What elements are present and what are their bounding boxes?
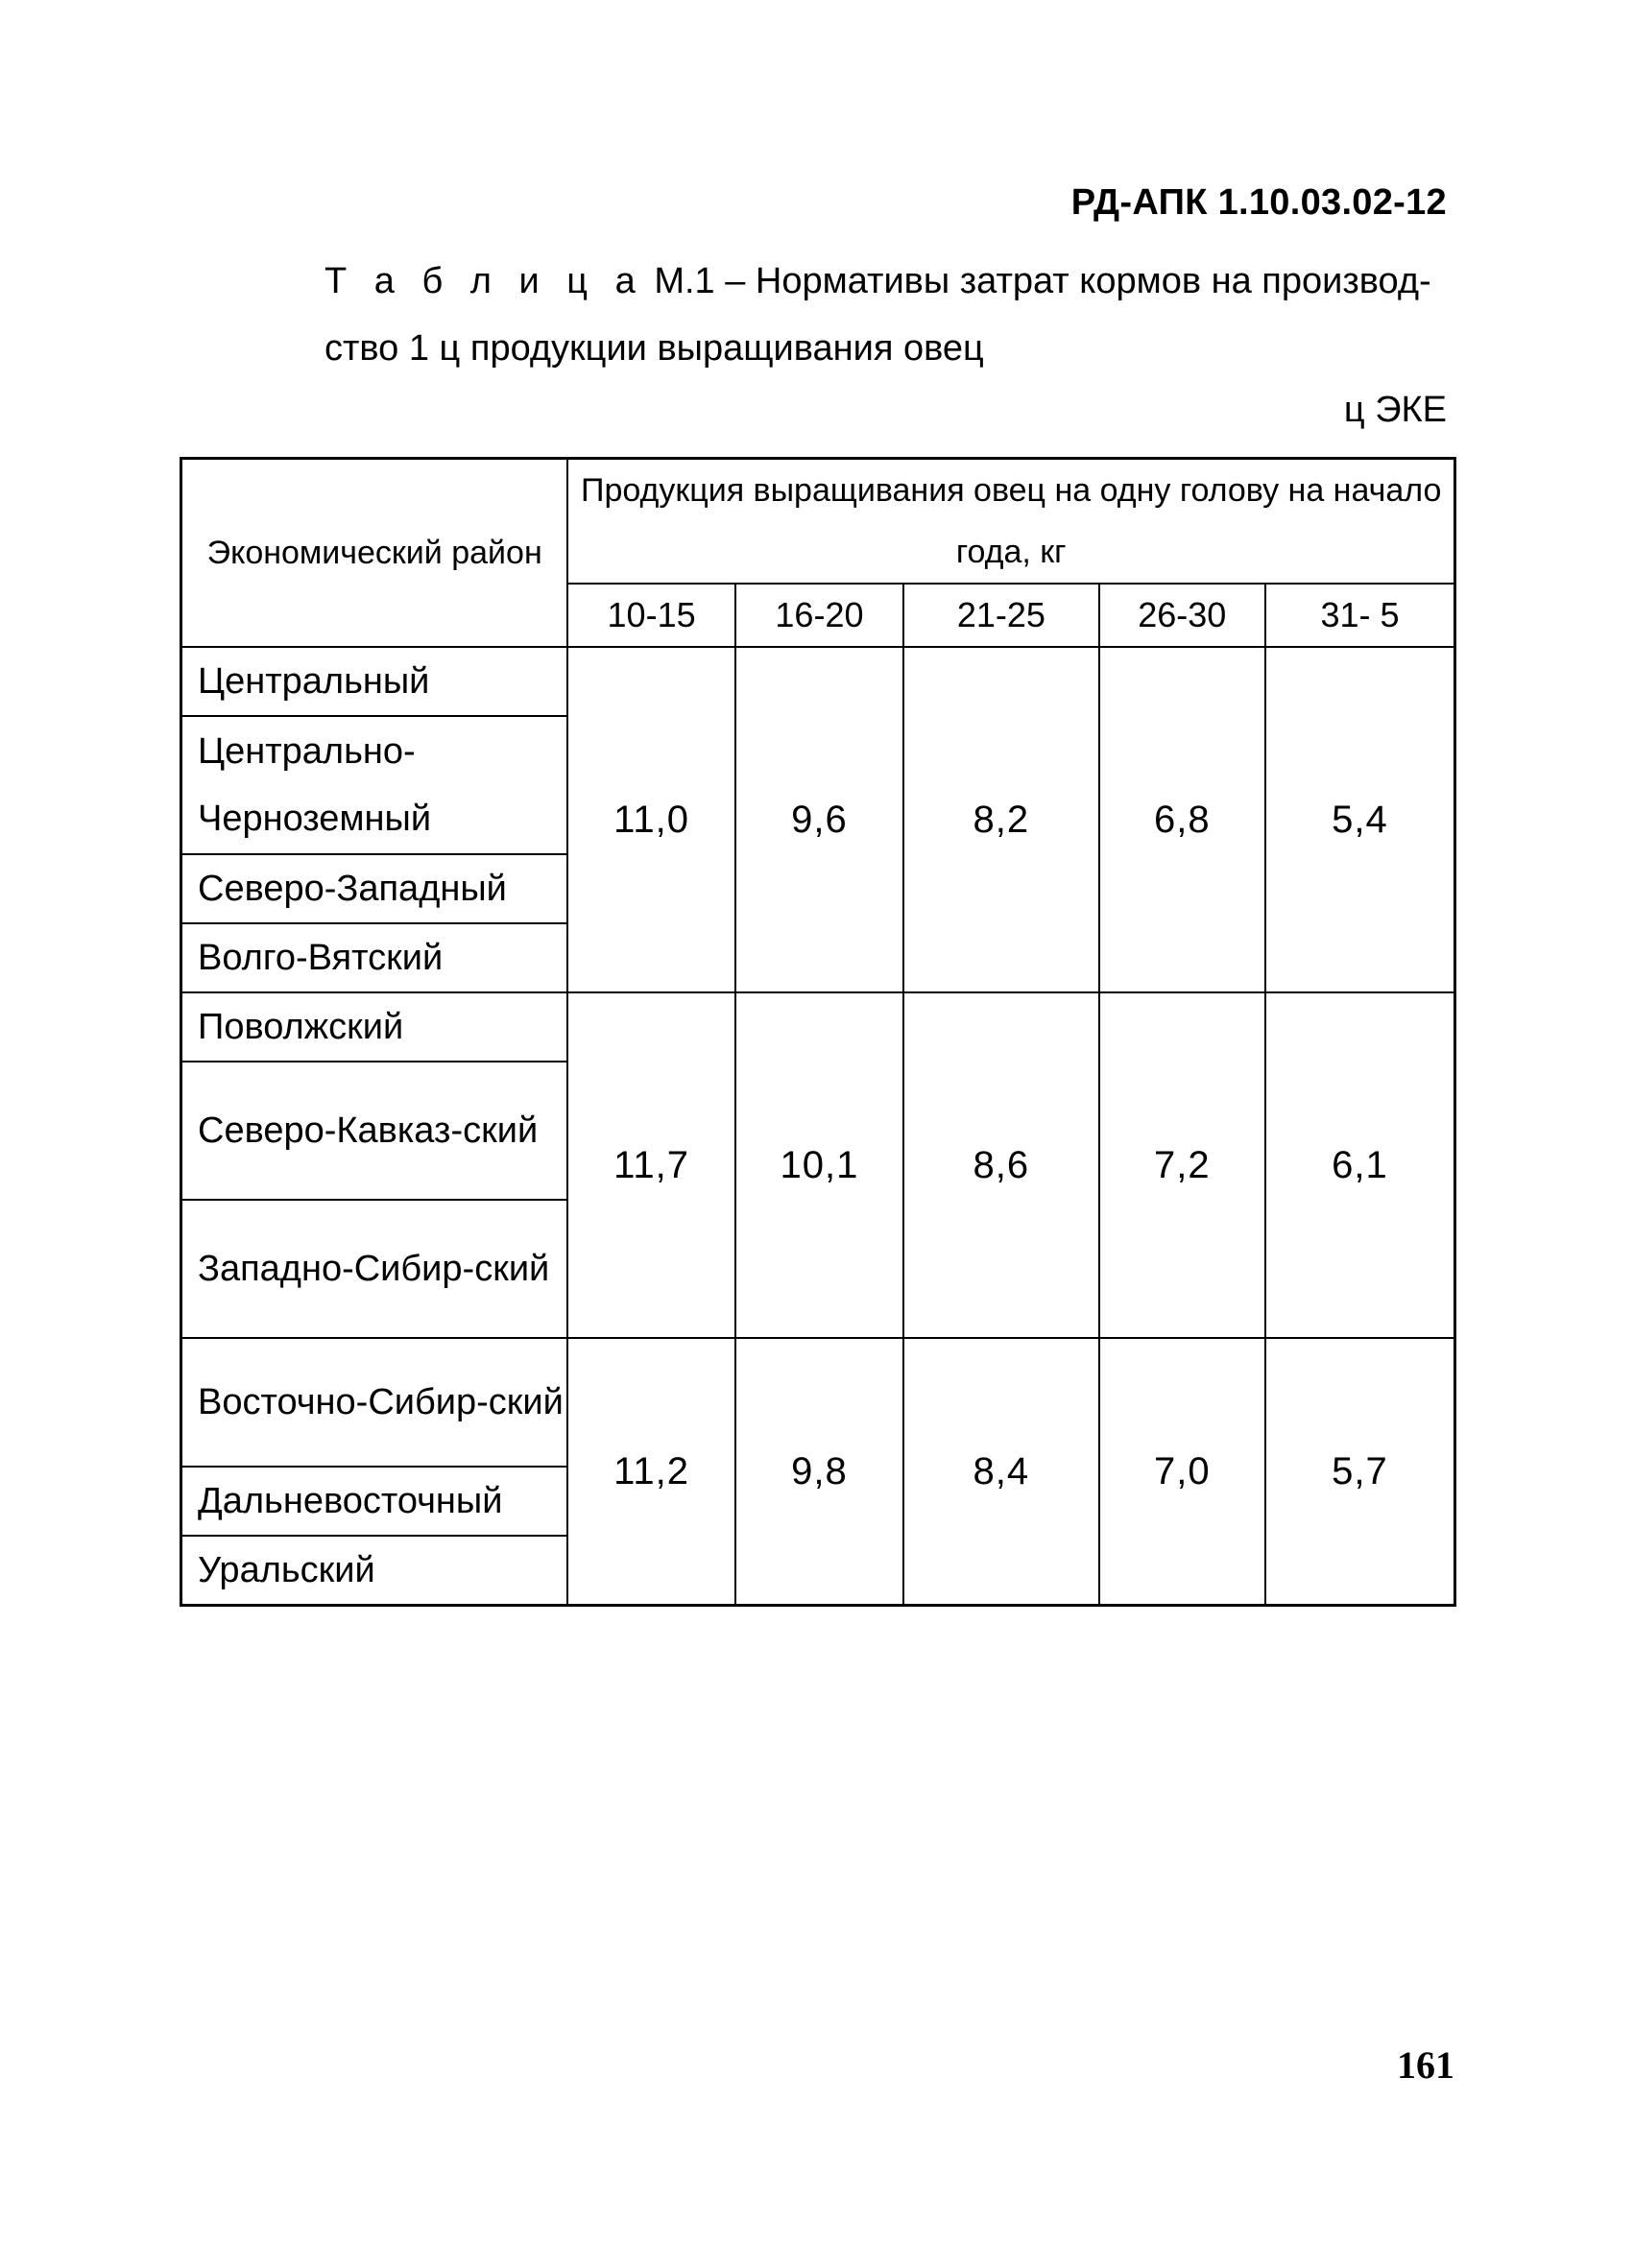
column-header: 31- 5: [1265, 584, 1455, 647]
table-header-row: [181, 459, 1455, 585]
table-caption: [324, 248, 1448, 382]
region-cell: Поволжский: [181, 992, 568, 1062]
region-cell: Уральский: [181, 1536, 568, 1606]
feed-norms-table: [180, 457, 1456, 1607]
value-cell: 6,1: [1265, 992, 1455, 1338]
caption-label: Т а б л и ц а: [324, 261, 644, 301]
value-cell: 9,8: [735, 1338, 903, 1606]
region-cell: Восточно-Сибир-ский: [181, 1338, 568, 1467]
value-cell: 11,2: [567, 1338, 734, 1606]
caption-text: М.1 – Нормативы затрат кормов на производ-ство 1 ц продукции выращивания овец: [324, 261, 1431, 369]
table-row: [181, 992, 1455, 1062]
column-header: 10-15: [567, 584, 734, 647]
value-cell: 5,7: [1265, 1338, 1455, 1606]
region-cell: Западно-Сибир-ский: [181, 1200, 568, 1338]
region-cell: Центральный: [181, 647, 568, 716]
header-product: Продукция выращивания овец на одну голову на начало года, кг: [567, 459, 1454, 585]
header-region: Экономический район: [181, 459, 568, 648]
value-cell: 8,6: [903, 992, 1098, 1338]
table-row: [181, 1338, 1455, 1467]
value-cell: 5,4: [1265, 647, 1455, 992]
value-cell: 9,6: [735, 647, 903, 992]
value-cell: 11,0: [567, 647, 734, 992]
value-cell: 7,0: [1099, 1338, 1265, 1606]
value-cell: 6,8: [1099, 647, 1265, 992]
region-cell: Волго-Вятский: [181, 923, 568, 992]
value-cell: 11,7: [567, 992, 734, 1338]
column-header: 26-30: [1099, 584, 1265, 647]
table-row: [181, 647, 1455, 716]
value-cell: 8,4: [903, 1338, 1098, 1606]
value-cell: 8,2: [903, 647, 1098, 992]
region-cell: Северо-Кавказ-ский: [181, 1062, 568, 1200]
document-code: РД-АПК 1.10.03.02-12: [1070, 182, 1447, 223]
value-cell: 7,2: [1099, 992, 1265, 1338]
region-cell: Центрально-Черноземный: [181, 716, 568, 854]
column-header: 16-20: [735, 584, 903, 647]
unit-label: ц ЭКЕ: [1343, 390, 1447, 430]
page-number: 161: [1397, 2043, 1454, 2087]
column-header: 21-25: [903, 584, 1098, 647]
region-cell: Северо-Западный: [181, 854, 568, 923]
region-cell: Дальневосточный: [181, 1467, 568, 1536]
value-cell: 10,1: [735, 992, 903, 1338]
